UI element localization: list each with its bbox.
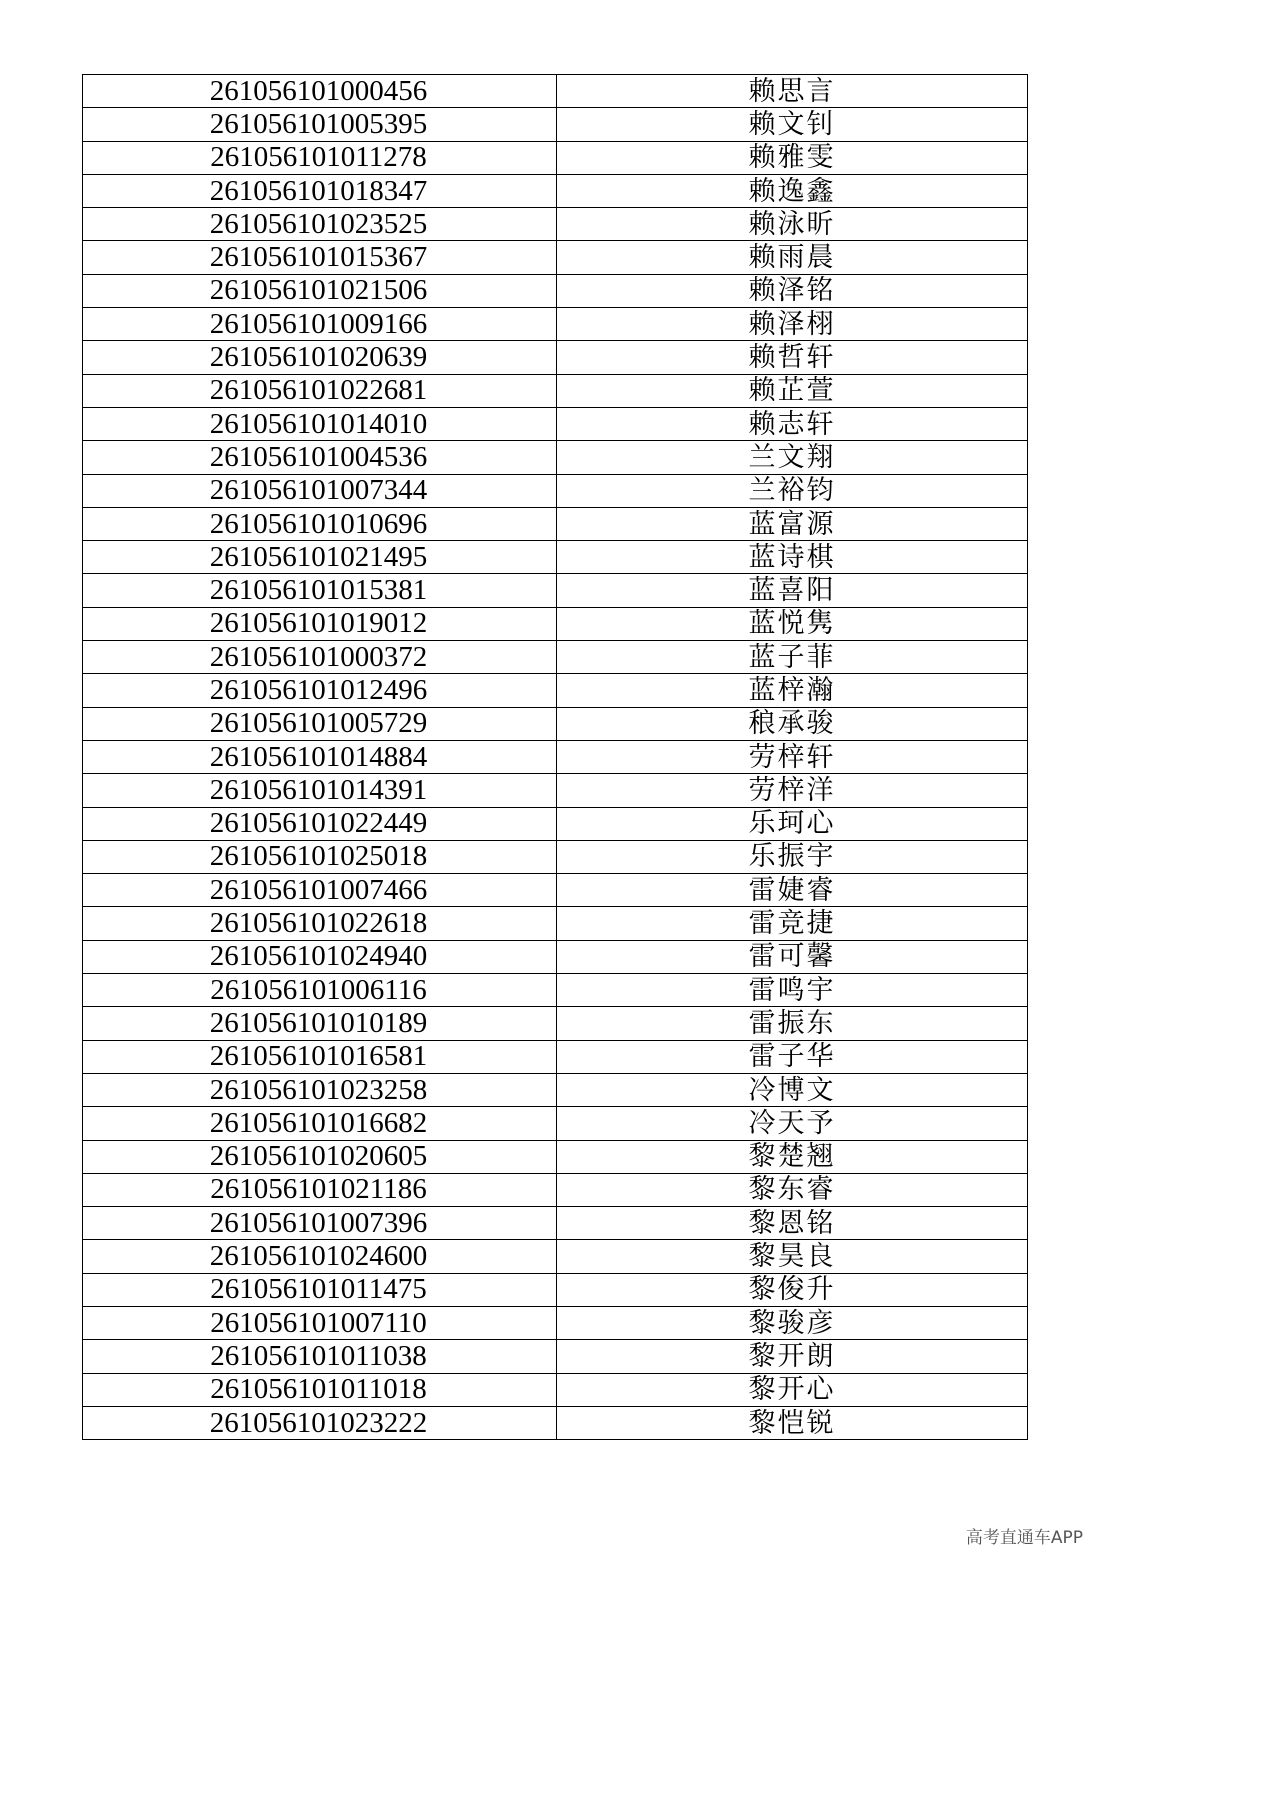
candidate-name-cell: 黎楚翘 bbox=[557, 1140, 1028, 1173]
candidate-id-cell: 261056101011018 bbox=[83, 1373, 557, 1406]
table-row bbox=[83, 208, 1028, 241]
table-row bbox=[83, 507, 1028, 540]
table-row bbox=[83, 1140, 1028, 1173]
candidate-name-cell: 劳梓洋 bbox=[557, 774, 1028, 807]
candidate-name-cell: 赖思言 bbox=[557, 75, 1028, 108]
candidate-name-cell: 稂承骏 bbox=[557, 707, 1028, 740]
candidate-id-cell: 261056101006116 bbox=[83, 974, 557, 1007]
table-row bbox=[83, 907, 1028, 940]
candidate-name-cell: 黎开朗 bbox=[557, 1340, 1028, 1373]
candidate-id-cell: 261056101023258 bbox=[83, 1073, 557, 1106]
table-row bbox=[83, 407, 1028, 440]
candidate-id-cell: 261056101004536 bbox=[83, 441, 557, 474]
candidate-name-cell: 赖泽栩 bbox=[557, 308, 1028, 341]
candidate-name-cell: 蓝子菲 bbox=[557, 641, 1028, 674]
table-row bbox=[83, 607, 1028, 640]
table-row bbox=[83, 474, 1028, 507]
candidate-id-cell: 261056101022449 bbox=[83, 807, 557, 840]
candidate-id-cell: 261056101007396 bbox=[83, 1207, 557, 1240]
table-row bbox=[83, 174, 1028, 207]
watermark-text: 高考直通车APP bbox=[965, 1528, 1083, 1548]
candidate-id-cell: 261056101014884 bbox=[83, 740, 557, 773]
candidate-id-cell: 261056101014391 bbox=[83, 774, 557, 807]
candidate-id-cell: 261056101016581 bbox=[83, 1040, 557, 1073]
candidate-name-cell: 冷博文 bbox=[557, 1073, 1028, 1106]
table-row bbox=[83, 274, 1028, 307]
table-row bbox=[83, 740, 1028, 773]
candidate-id-cell: 261056101024600 bbox=[83, 1240, 557, 1273]
candidate-name-cell: 赖芷萱 bbox=[557, 374, 1028, 407]
candidate-name-cell: 乐珂心 bbox=[557, 807, 1028, 840]
candidate-id-cell: 261056101010189 bbox=[83, 1007, 557, 1040]
table-row bbox=[83, 1207, 1028, 1240]
candidate-name-cell: 黎昊良 bbox=[557, 1240, 1028, 1273]
table-row bbox=[83, 1273, 1028, 1306]
candidate-name-cell: 雷子华 bbox=[557, 1040, 1028, 1073]
candidate-name-cell: 黎恩铭 bbox=[557, 1207, 1028, 1240]
candidate-name-cell: 蓝梓瀚 bbox=[557, 674, 1028, 707]
candidate-name-cell: 赖逸鑫 bbox=[557, 174, 1028, 207]
candidate-name-cell: 兰裕钧 bbox=[557, 474, 1028, 507]
candidate-id-cell: 261056101021186 bbox=[83, 1173, 557, 1206]
table-row bbox=[83, 1007, 1028, 1040]
candidate-name-cell: 兰文翔 bbox=[557, 441, 1028, 474]
candidate-name-cell: 赖雨晨 bbox=[557, 241, 1028, 274]
table-row bbox=[83, 1340, 1028, 1373]
candidate-id-cell: 261056101007466 bbox=[83, 874, 557, 907]
table-row bbox=[83, 940, 1028, 973]
table-row bbox=[83, 1073, 1028, 1106]
candidate-id-cell: 261056101023525 bbox=[83, 208, 557, 241]
table-row bbox=[83, 1306, 1028, 1339]
table-row bbox=[83, 341, 1028, 374]
candidate-name-cell: 赖雅雯 bbox=[557, 141, 1028, 174]
table-row bbox=[83, 308, 1028, 341]
candidate-name-cell: 冷天予 bbox=[557, 1107, 1028, 1140]
candidate-id-cell: 261056101016682 bbox=[83, 1107, 557, 1140]
candidate-id-cell: 261056101015381 bbox=[83, 574, 557, 607]
roster-table-body bbox=[83, 75, 1028, 1440]
table-row bbox=[83, 807, 1028, 840]
candidate-id-cell: 261056101021495 bbox=[83, 541, 557, 574]
candidate-name-cell: 雷振东 bbox=[557, 1007, 1028, 1040]
table-row bbox=[83, 674, 1028, 707]
candidate-name-cell: 赖泳昕 bbox=[557, 208, 1028, 241]
candidate-id-cell: 261056101007110 bbox=[83, 1306, 557, 1339]
candidate-id-cell: 261056101011278 bbox=[83, 141, 557, 174]
candidate-id-cell: 261056101023222 bbox=[83, 1406, 557, 1439]
candidate-id-cell: 261056101011038 bbox=[83, 1340, 557, 1373]
candidate-name-cell: 黎东睿 bbox=[557, 1173, 1028, 1206]
candidate-id-cell: 261056101019012 bbox=[83, 607, 557, 640]
table-row bbox=[83, 241, 1028, 274]
candidate-id-cell: 261056101011475 bbox=[83, 1273, 557, 1306]
table-row bbox=[83, 1040, 1028, 1073]
candidate-id-cell: 261056101022681 bbox=[83, 374, 557, 407]
candidate-name-cell: 雷可馨 bbox=[557, 940, 1028, 973]
candidate-name-cell: 黎俊升 bbox=[557, 1273, 1028, 1306]
candidate-id-cell: 261056101021506 bbox=[83, 274, 557, 307]
candidate-id-cell: 261056101012496 bbox=[83, 674, 557, 707]
table-row bbox=[83, 75, 1028, 108]
candidate-name-cell: 蓝喜阳 bbox=[557, 574, 1028, 607]
candidate-name-cell: 雷婕睿 bbox=[557, 874, 1028, 907]
candidate-id-cell: 261056101009166 bbox=[83, 308, 557, 341]
table-row bbox=[83, 541, 1028, 574]
candidate-name-cell: 蓝悦隽 bbox=[557, 607, 1028, 640]
candidate-id-cell: 261056101005395 bbox=[83, 108, 557, 141]
candidate-id-cell: 261056101018347 bbox=[83, 174, 557, 207]
candidate-id-cell: 261056101015367 bbox=[83, 241, 557, 274]
table-row bbox=[83, 374, 1028, 407]
candidate-id-cell: 261056101007344 bbox=[83, 474, 557, 507]
candidate-name-cell: 赖文钊 bbox=[557, 108, 1028, 141]
roster-table bbox=[82, 74, 1028, 1440]
table-row bbox=[83, 574, 1028, 607]
candidate-name-cell: 黎恺锐 bbox=[557, 1406, 1028, 1439]
candidate-id-cell: 261056101024940 bbox=[83, 940, 557, 973]
table-row bbox=[83, 840, 1028, 873]
candidate-id-cell: 261056101020639 bbox=[83, 341, 557, 374]
candidate-name-cell: 黎开心 bbox=[557, 1373, 1028, 1406]
candidate-name-cell: 蓝富源 bbox=[557, 507, 1028, 540]
candidate-id-cell: 261056101010696 bbox=[83, 507, 557, 540]
candidate-id-cell: 261056101000372 bbox=[83, 641, 557, 674]
table-row bbox=[83, 974, 1028, 1007]
table-row bbox=[83, 1406, 1028, 1439]
candidate-name-cell: 赖泽铭 bbox=[557, 274, 1028, 307]
candidate-id-cell: 261056101020605 bbox=[83, 1140, 557, 1173]
table-row bbox=[83, 707, 1028, 740]
table-row bbox=[83, 774, 1028, 807]
table-row bbox=[83, 641, 1028, 674]
candidate-id-cell: 261056101022618 bbox=[83, 907, 557, 940]
table-row bbox=[83, 1107, 1028, 1140]
table-row bbox=[83, 1173, 1028, 1206]
candidate-name-cell: 乐振宇 bbox=[557, 840, 1028, 873]
table-row bbox=[83, 441, 1028, 474]
table-row bbox=[83, 1240, 1028, 1273]
candidate-name-cell: 黎骏彦 bbox=[557, 1306, 1028, 1339]
candidate-name-cell: 雷竞捷 bbox=[557, 907, 1028, 940]
candidate-id-cell: 261056101005729 bbox=[83, 707, 557, 740]
candidate-name-cell: 赖哲轩 bbox=[557, 341, 1028, 374]
candidate-name-cell: 劳梓轩 bbox=[557, 740, 1028, 773]
table-row bbox=[83, 1373, 1028, 1406]
candidate-name-cell: 雷鸣宇 bbox=[557, 974, 1028, 1007]
candidate-id-cell: 261056101025018 bbox=[83, 840, 557, 873]
candidate-id-cell: 261056101014010 bbox=[83, 407, 557, 440]
table-row bbox=[83, 108, 1028, 141]
table-row bbox=[83, 874, 1028, 907]
candidate-name-cell: 蓝诗棋 bbox=[557, 541, 1028, 574]
candidate-name-cell: 赖志轩 bbox=[557, 407, 1028, 440]
table-row bbox=[83, 141, 1028, 174]
candidate-id-cell: 261056101000456 bbox=[83, 75, 557, 108]
